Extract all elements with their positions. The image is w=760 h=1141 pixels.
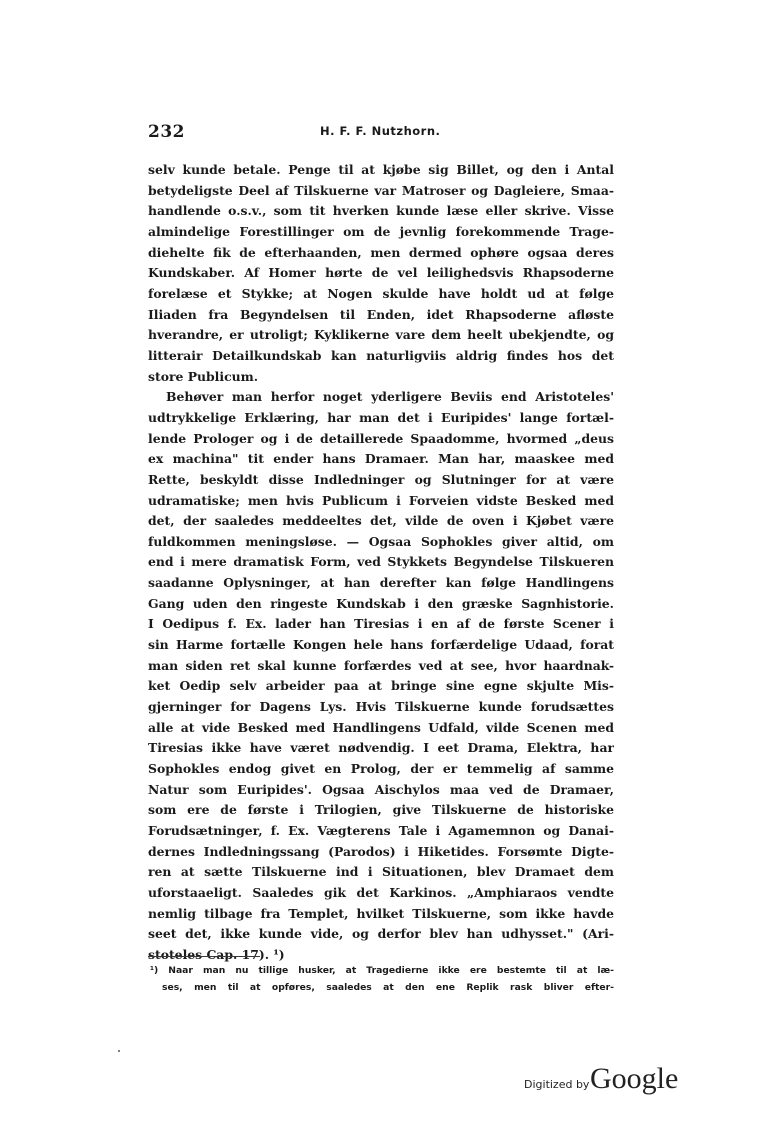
- text-line: ex machina" tit ender hans Dramaer. Man har, maaskee med: [148, 451, 614, 467]
- page-number: 232: [148, 122, 185, 142]
- text-line: Gang uden den ringeste Kundskab i den græske Sagnhistorie.: [148, 595, 614, 611]
- watermark-prefix: Digitized by: [524, 1078, 590, 1091]
- text-line: Natur som Euripides'. Ogsaa Aischylos maa ved de Dramaer,: [148, 781, 614, 797]
- text-line: fuldkommen meningsløse. — Ogsaa Sophokles giver altid, om: [148, 533, 614, 549]
- text-line: Rette, beskyldt disse Indledninger og Slutninger for at være: [148, 471, 614, 487]
- footnote-line: ¹) Naar man nu tillige husker, at Tragedierne ikke ere bestemte til at læ-: [150, 965, 614, 976]
- google-logo-icon: [588, 1060, 684, 1100]
- text-line: ket Oedip selv arbeider paa at bringe sine egne skjulte Mis-: [148, 678, 614, 694]
- text-line: Forudsætninger, f. Ex. Vægterens Tale i Agamemnon og Danai-: [148, 823, 614, 838]
- text-line: som ere de første i Trilogien, give Tilskuerne de historiske: [148, 802, 614, 818]
- text-line: ren at sætte Tilskuerne ind i Situationen, blev Dramaet dem: [148, 864, 614, 880]
- text-line: forelæse et Stykke; at Nogen skulde have holdt ud at følge: [148, 285, 614, 301]
- scan-speck: [118, 1050, 120, 1052]
- google-logo-text: Google: [590, 1062, 679, 1095]
- text-line: Behøver man herfor noget yderligere Beviis end Aristoteles': [166, 389, 614, 405]
- footnotes: [148, 962, 614, 996]
- text-line: alle at vide Besked med Handlingens Udfald, vilde Scenen med: [148, 719, 614, 735]
- text-line: hverandre, er utroligt; Kyklikerne vare dem heelt ubekjendte, og: [148, 327, 614, 343]
- text-line: udtrykkelige Erklæring, har man det i Euripides' lange fortæl-: [148, 409, 614, 425]
- text-line: sin Harme fortælle Kongen hele hans forfærdelige Udaad, forat: [148, 637, 614, 653]
- text-line: Sophokles endog givet en Prolog, der er temmelig af samme: [148, 761, 614, 777]
- running-head: H. F. F. Nutzhorn.: [320, 124, 441, 138]
- text-line: store Publicum.: [148, 368, 259, 384]
- text-line: litterair Detailkundskab kan naturligviis aldrig findes hos det: [148, 347, 614, 363]
- text-line: uforstaaeligt. Saaledes gik det Karkinos. „Amphiaraos vendte: [148, 884, 614, 900]
- text-line: seet det, ikke kunde vide, og derfor blev han udhysset." (Ari-: [148, 926, 614, 942]
- text-line: Iliaden fra Begyndelsen til Enden, idet Rhapsoderne afløste: [148, 306, 614, 322]
- text-line: I Oedipus f. Ex. lader han Tiresias i en af de første Scener i: [148, 616, 614, 632]
- text-line: handlende o.s.v., som tit hverken kunde læse eller skrive. Visse: [148, 203, 614, 219]
- footnote-divider: [148, 956, 260, 957]
- text-line: gjerninger for Dagens Lys. Hvis Tilskuerne kunde forudsættes: [148, 699, 614, 715]
- digitized-watermark: [524, 1060, 684, 1100]
- footnote-line: ses, men til at opføres, saaledes at den ene Replik rask bliver efter-: [162, 982, 614, 993]
- text-line: dernes Indledningssang (Parodos) i Hiketides. Forsømte Digte-: [148, 843, 614, 859]
- text-line: Tiresias ikke have været nødvendig. I eet Drama, Elektra, har: [148, 740, 614, 756]
- text-line: diehelte fik de efterhaanden, men dermed ophøre ogsaa deres: [148, 244, 614, 260]
- text-line: man siden ret skal kunne forfærdes ved at see, hvor haardnak-: [148, 657, 614, 673]
- text-line: end i mere dramatisk Form, ved Stykkets Begyndelse Tilskueren: [148, 554, 614, 570]
- page-header: [148, 122, 614, 146]
- text-line: saadanne Oplysninger, at han derefter kan følge Handlingens: [148, 575, 614, 591]
- body-text: [148, 160, 614, 966]
- text-line: det, der saaledes meddeeltes det, vilde de oven i Kjøbet være: [148, 513, 614, 529]
- text-line: Kundskaber. Af Homer hørte de vel leilighedsvis Rhapsoderne: [148, 265, 614, 281]
- text-line: stoteles Cap. 17). ¹): [148, 946, 285, 962]
- text-line: udramatiske; men hvis Publicum i Forveien vidste Besked med: [148, 492, 614, 508]
- text-line: betydeligste Deel af Tilskuerne var Matroser og Dagleiere, Smaa-: [148, 182, 614, 198]
- text-line: lende Prologer og i de detaillerede Spaadomme, hvormed „deus: [148, 430, 614, 446]
- text-line: almindelige Forestillinger om de jevnlig forekommende Trage-: [148, 223, 614, 239]
- text-line: nemlig tilbage fra Templet, hvilket Tilskuerne, som ikke havde: [148, 905, 614, 921]
- text-line: selv kunde betale. Penge til at kjøbe sig Billet, og den i Antal: [148, 162, 614, 177]
